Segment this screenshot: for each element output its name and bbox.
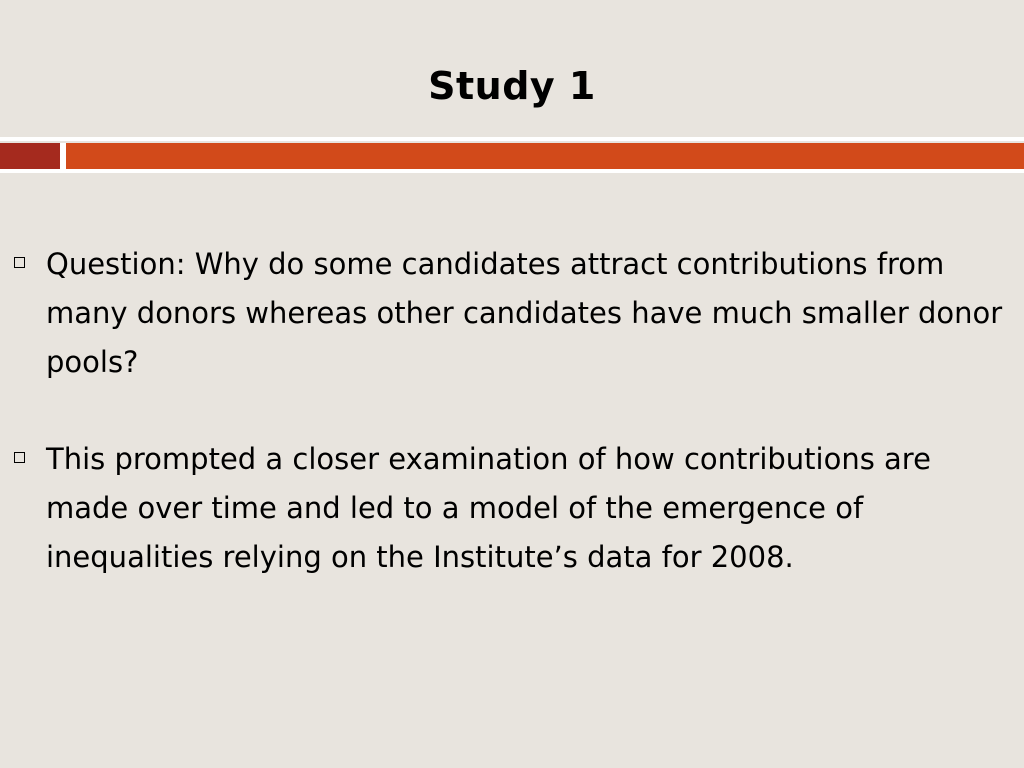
title-rule-bottom-line [0, 169, 1024, 173]
title-rule-bar [66, 143, 1024, 169]
hollow-square-bullet-icon [14, 257, 25, 268]
bullet-list [0, 240, 1024, 582]
bullet-text: This prompted a closer examination of how contributions are made over time and led to a model of the emergence of inequalities relying on the Institute’s data for 2008. [46, 442, 931, 574]
bullet-text: Question: Why do some candidates attract contributions from many donors whereas other candidates have much smaller donor pools? [46, 247, 1003, 379]
slide-title: Study 1 [428, 64, 596, 108]
bullet-item [0, 240, 1024, 387]
title-rule-top-line [0, 137, 1024, 141]
title-rule-left-block [0, 143, 60, 169]
bullet-item [0, 435, 1024, 582]
hollow-square-bullet-icon [14, 452, 25, 463]
